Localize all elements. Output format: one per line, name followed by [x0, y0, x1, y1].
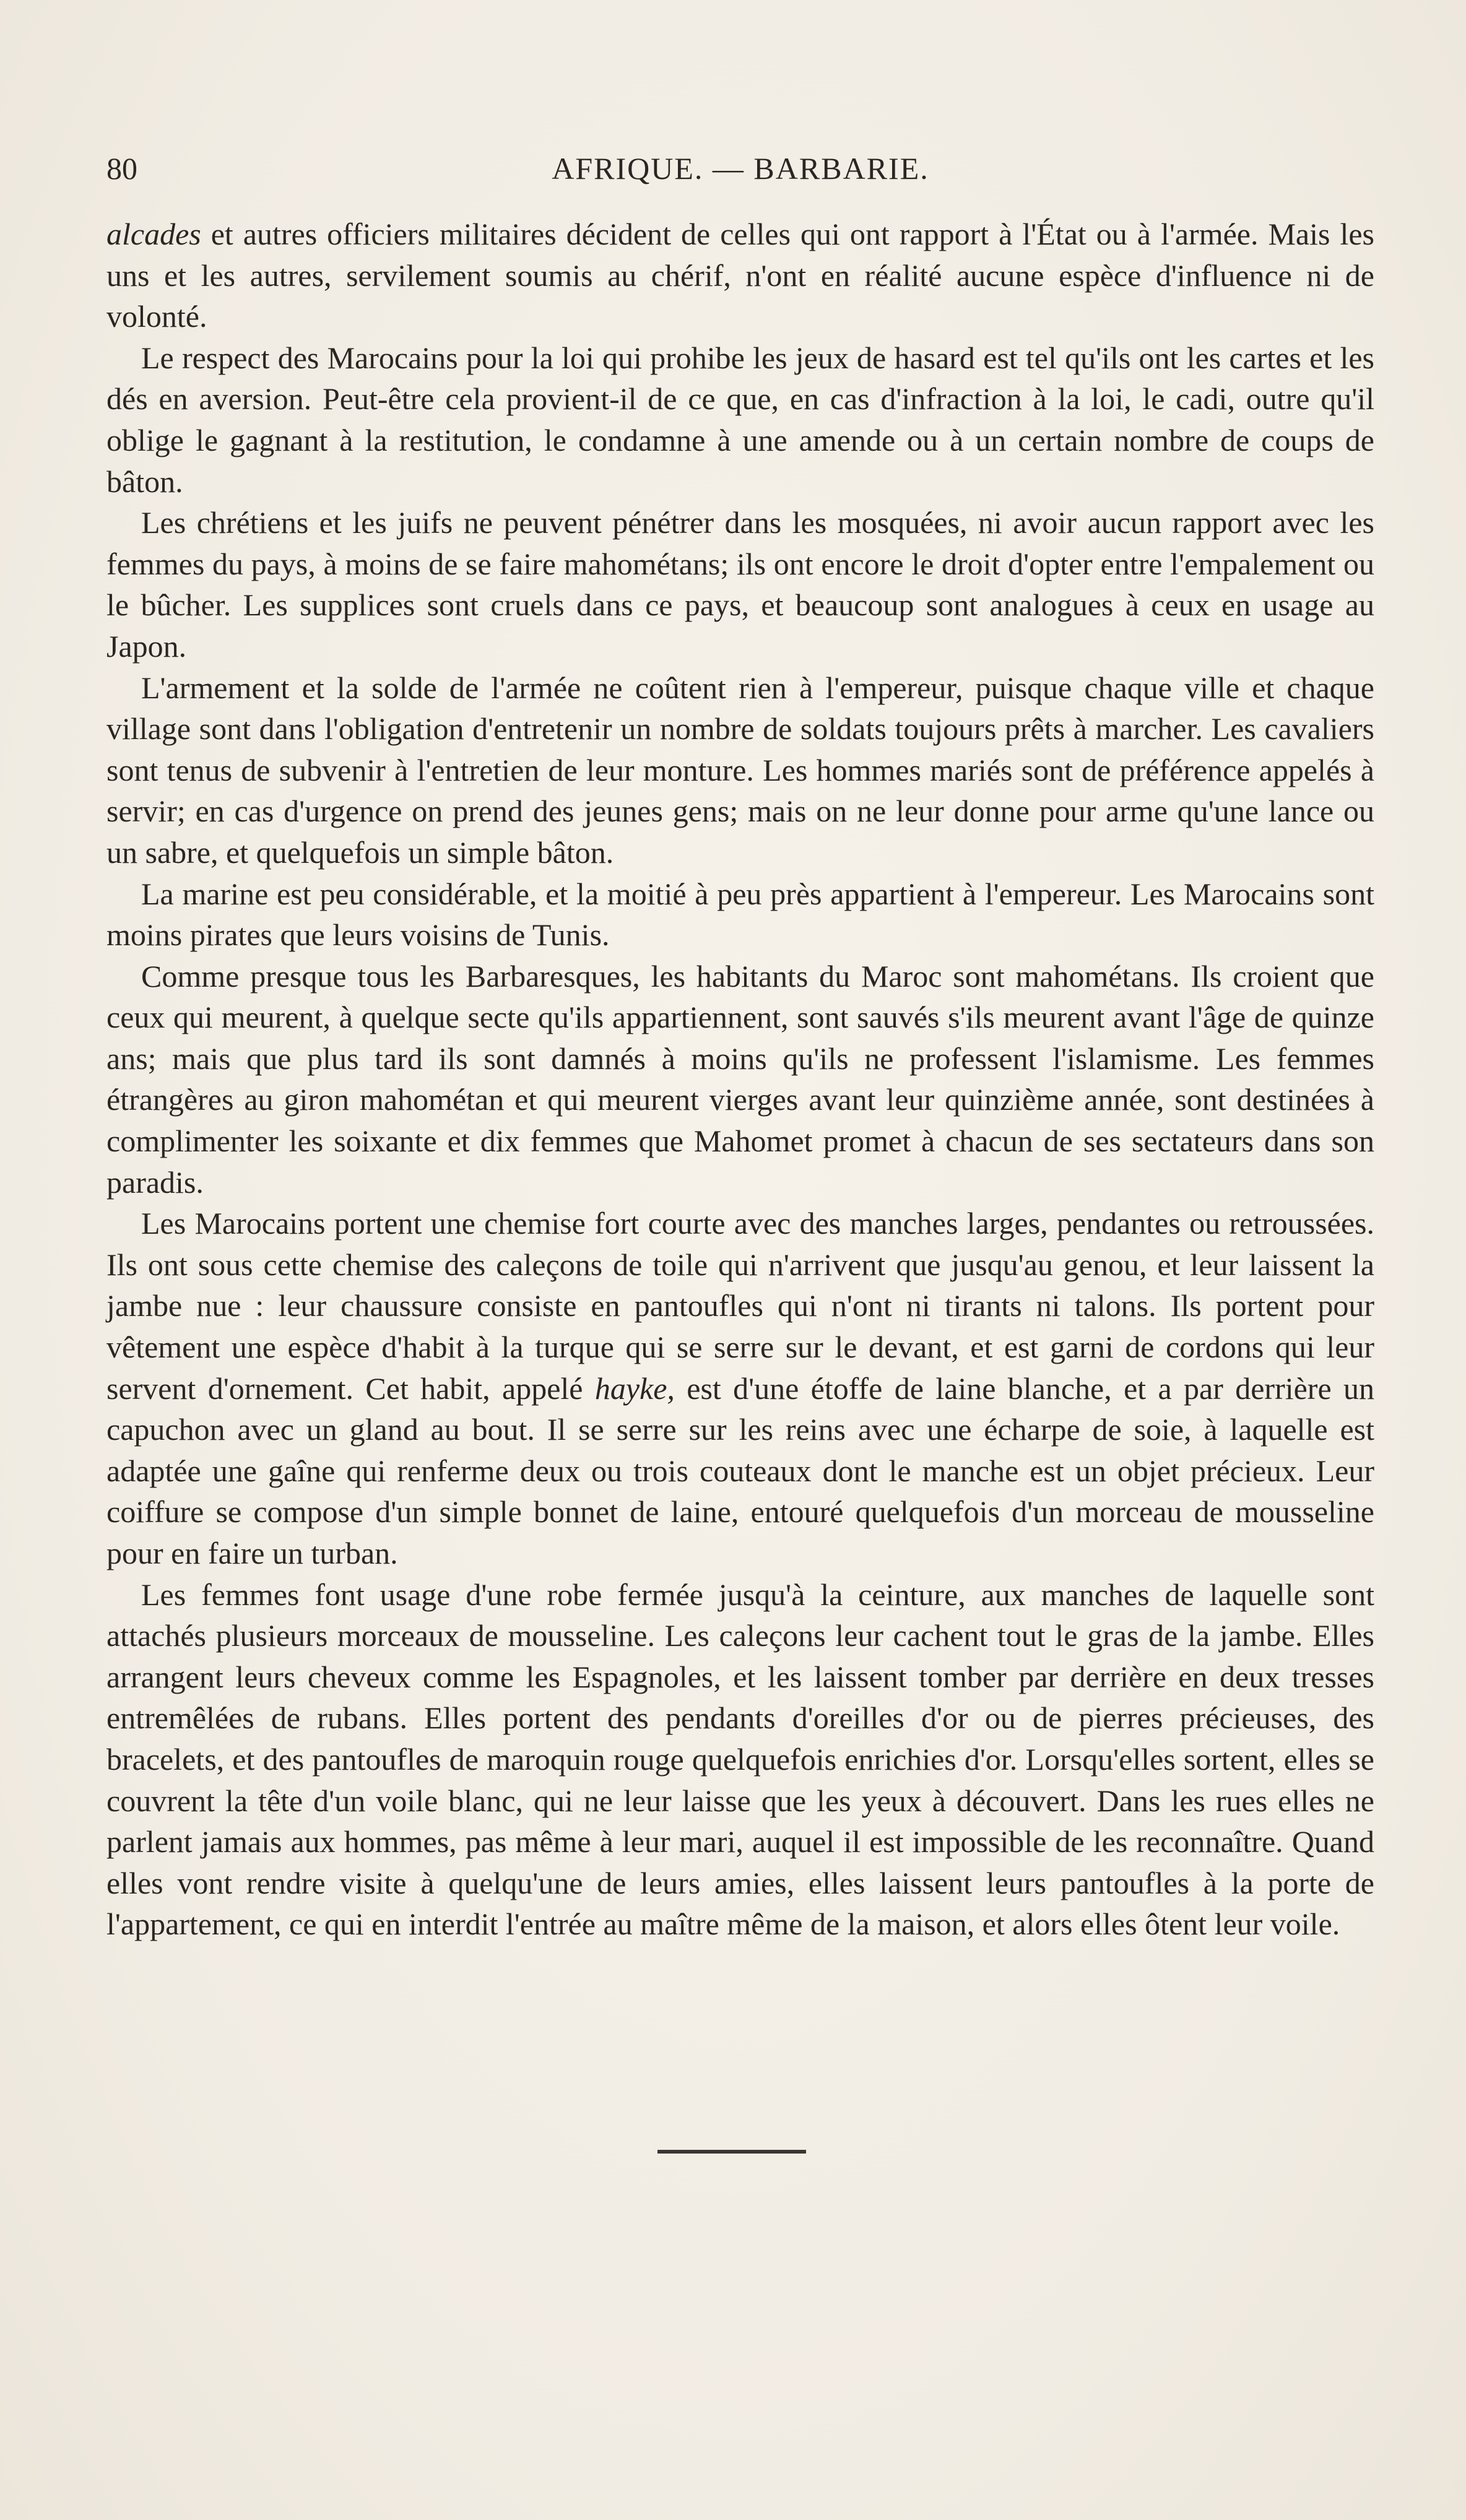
section-end-rule [657, 2150, 806, 2154]
paragraph-7 [106, 1203, 1374, 1574]
paragraph-7-text-end: est d'une étoffe de laine blanche, et a par derrière un capuchon avec un gland au bout. Il se serre sur les reins avec une écharpe de soie, à laquelle est adaptée une gaîne qui renferme deux ou trois couteaux dont le manche est un objet précieux. Leur coiffure se compose d'un simple bonnet de laine, entouré quelquefois d'un morceau de mousseline pour en faire un turban. [106, 1370, 1374, 1570]
body-text [106, 214, 1374, 1945]
paragraph-8: Les femmes font usage d'une robe fermée jusqu'à la ceinture, aux manches de laquelle sont attachés plusieurs morceaux de mousseline. Les caleçons leur cachent tout le gras de la jambe. Elles arrangent leurs cheveux comme les Espagnoles, et les laissent tomber par derrière en deux tresses entremêlées de rubans. Elles portent des pendants d'oreilles d'or ou de pierres précieuses, des bracelets, et des pantoufles de maroquin rouge quelquefois enrichies d'or. Lorsqu'elles sortent, elles se couvrent la tête d'un voile blanc, qui ne leur laisse que les yeux à découvert. Dans les rues elles ne parlent jamais aux hommes, pas même à leur mari, auquel il est impossible de les reconnaître. Quand elles vont rendre visite à quelqu'une de leurs amies, elles laissent leurs pantoufles à la porte de l'appartement, ce qui en interdit l'entrée au maître même de la maison, et alors elles ôtent leur voile. [106, 1577, 1374, 1942]
paragraph-7-text-start: Les Marocains portent une chemise fort courte avec des manches larges, pendantes ou retroussées. Ils ont sous cette chemise des caleçons de toile qui n'arrivent que jusqu'au genou, et leur laissent la jambe nue : leur chaussure consiste en pantoufles qui n'ont ni tirants ni talons. Ils portent pour vêtement une espèce d'habit à la turque qui se serre sur le devant, et est garni de cordons qui leur servent d'ornement. Cet habit, appelé [106, 1206, 1374, 1406]
paragraph-1-text: et autres officiers militaires décident de celles qui ont rapport à l'État ou à l'armée. Mais les uns et les autres, servilement soumis au chérif, n'ont en réalité aucune espèce d'influence ni de volonté. [106, 217, 1374, 334]
paragraph-2: Le respect des Marocains pour la loi qui prohibe les jeux de hasard est tel qu'ils ont les cartes et les dés en aversion. Peut-être cela provient-il de ce que, en cas d'infraction à la loi, le cadi, outre qu'il oblige le gagnant à la restitution, le condamne à une amende ou à un certain nombre de coups de bâton. [106, 340, 1374, 499]
italic-term-hayke: hayke, [594, 1370, 675, 1406]
page-header [106, 144, 1374, 193]
paragraph-1 [106, 214, 1374, 337]
paragraph-3: Les chrétiens et les juifs ne peuvent pénétrer dans les mosquées, ni avoir aucun rapport avec les femmes du pays, à moins de se faire mahométans; ils ont encore le droit d'opter entre l'empalement ou le bûcher. Les supplices sont cruels dans ce pays, et beaucoup sont analogues à ceux en usage au Japon. [106, 505, 1374, 664]
running-head: AFRIQUE. — BARBARIE. [552, 151, 929, 186]
page-number: 80 [106, 151, 137, 186]
italic-term-alcades: alcades [106, 217, 201, 251]
paragraph-5: La marine est peu considérable, et la moitié à peu près appartient à l'empereur. Les Marocains sont moins pirates que leurs voisins de Tunis. [106, 876, 1374, 953]
paragraph-6: Comme presque tous les Barbaresques, les habitants du Maroc sont mahométans. Ils croient que ceux qui meurent, à quelque secte qu'ils appartiennent, sont sauvés s'ils meurent avant l'âge de quinze ans; mais que plus tard ils sont damnés à moins qu'ils ne professent l'islamisme. Les femmes étrangères au giron mahométan et qui meurent vierges avant leur quinzième année, sont destinées à complimenter les soixante et dix femmes que Mahomet promet à chacun de ses sectateurs dans son paradis. [106, 958, 1374, 1200]
paragraph-4: L'armement et la solde de l'armée ne coûtent rien à l'empereur, puisque chaque ville et chaque village sont dans l'obligation d'entretenir un nombre de soldats toujours prêts à marcher. Les cavaliers sont tenus de subvenir à l'entretien de leur monture. Les hommes mariés sont de préférence appelés à servir; en cas d'urgence on prend des jeunes gens; mais on ne leur donne pour arme qu'une lance ou un sabre, et quelquefois un simple bâton. [106, 670, 1374, 870]
